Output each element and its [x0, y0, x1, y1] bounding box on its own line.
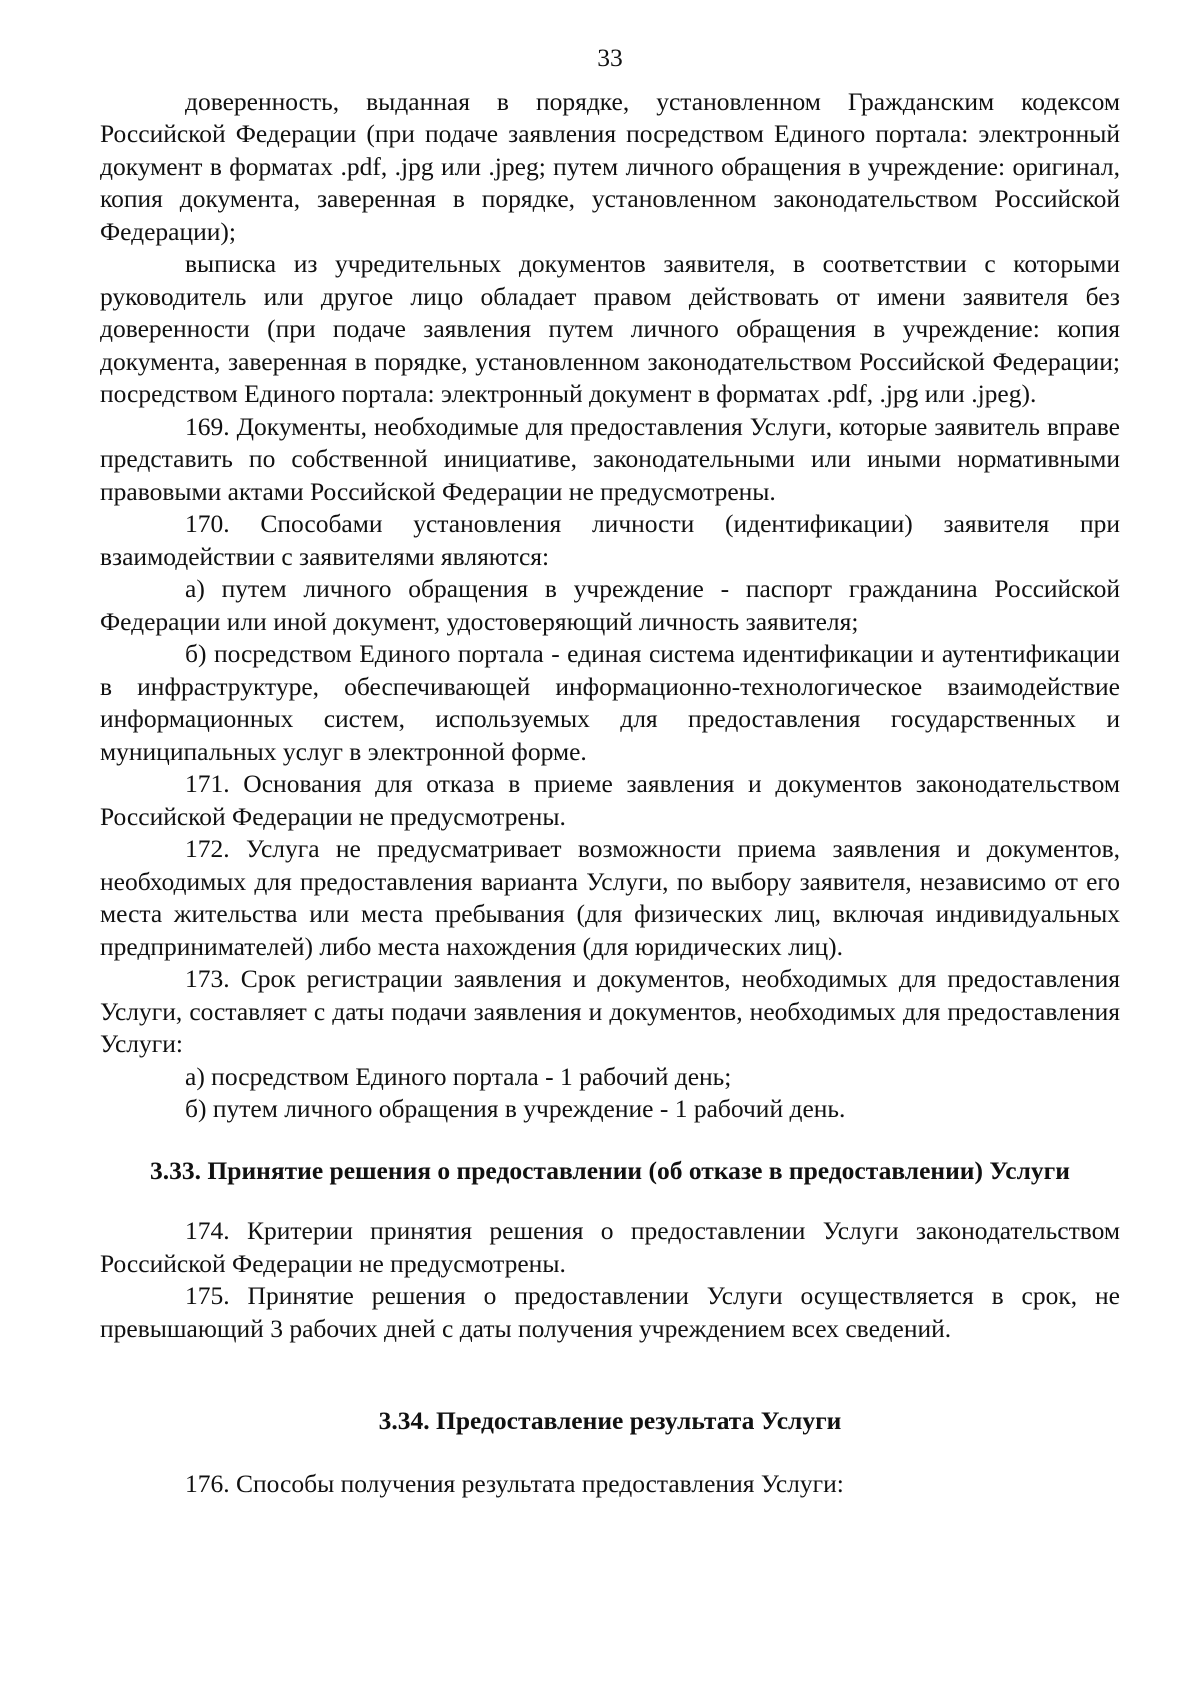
paragraph-174: 174. Критерии принятия решения о предоставлении Услуги законодательством Российской Федерации не предусмотрены. [100, 1216, 1120, 1278]
section-heading-3-33: 3.33. Принятие решения о предоставлении (об отказе в предоставлении) Услуги [150, 1155, 1070, 1185]
paragraph-power-of-attorney: доверенность, выданная в порядке, установленном Гражданским кодексом Российской Федерации (при подаче заявления посредством Единого портала: электронный документ в форматах .pdf, .jpg или .jpeg; путем личного обращения в учреждение: оригинал, копия документа, заверенная в порядке, установленном законодательством Российской Федерации); [100, 86, 1120, 246]
paragraph-169: 169. Документы, необходимые для предоставления Услуги, которые заявитель вправе представить по собственной инициативе, законодательными или иными нормативными правовыми актами Российской Федерации не предусмотрены. [100, 411, 1120, 506]
paragraph-173-b: б) путем личного обращения в учреждение - 1 рабочий день. [185, 1094, 846, 1123]
section-heading-3-34: 3.34. Предоставление результата Услуги [378, 1406, 842, 1435]
paragraph-176: 176. Способы получения результата предоставления Услуги: [185, 1468, 844, 1498]
paragraph-173-a: а) посредством Единого портала - 1 рабочий день; [185, 1061, 732, 1091]
paragraph-175: 175. Принятие решения о предоставлении Услуги осуществляется в срок, не превышающий 3 рабочих дней с даты получения учреждением всех сведений. [100, 1281, 1120, 1343]
paragraph-170: 170. Способами установления личности (идентификации) заявителя при взаимодействии с заявителями являются: [100, 509, 1120, 571]
paragraph-172: 172. Услуга не предусматривает возможности приема заявления и документов, необходимых для предоставления варианта Услуги, по выбору заявителя, независимо от его места жительства или места пребывания (для физических лиц, включая индивидуальных предпринимателей) либо места нахождения (для юридических лиц). [100, 834, 1120, 961]
paragraph-171: 171. Основания для отказа в приеме заявления и документов законодательством Российской Федерации не предусмотрены. [100, 769, 1120, 831]
page-number: 33 [597, 43, 623, 72]
paragraph-founding-documents-extract: выписка из учредительных документов заявителя, в соответствии с которыми руководитель или другое лицо обладает правом действовать от имени заявителя без доверенности (при подаче заявления путем личного обращения в учреждение: копия документа, заверенная в порядке, установленном законодательством Российской Федерации; посредством Единого портала: электронный документ в форматах .pdf, .jpg или .jpeg). [100, 249, 1120, 408]
paragraph-173: 173. Срок регистрации заявления и документов, необходимых для предоставления Услуги, составляет с даты подачи заявления и документов, необходимых для предоставления Услуги: [100, 964, 1120, 1058]
paragraph-170-b: б) посредством Единого портала - единая система идентификации и аутентификации в инфраструктуре, обеспечивающей информационно-технологическое взаимодействие информационных систем, используемых для предоставления государственных и муниципальных услуг в электронной форме. [100, 639, 1120, 766]
paragraph-170-a: а) путем личного обращения в учреждение - паспорт гражданина Российской Федерации или иной документ, удостоверяющий личность заявителя; [100, 574, 1120, 636]
